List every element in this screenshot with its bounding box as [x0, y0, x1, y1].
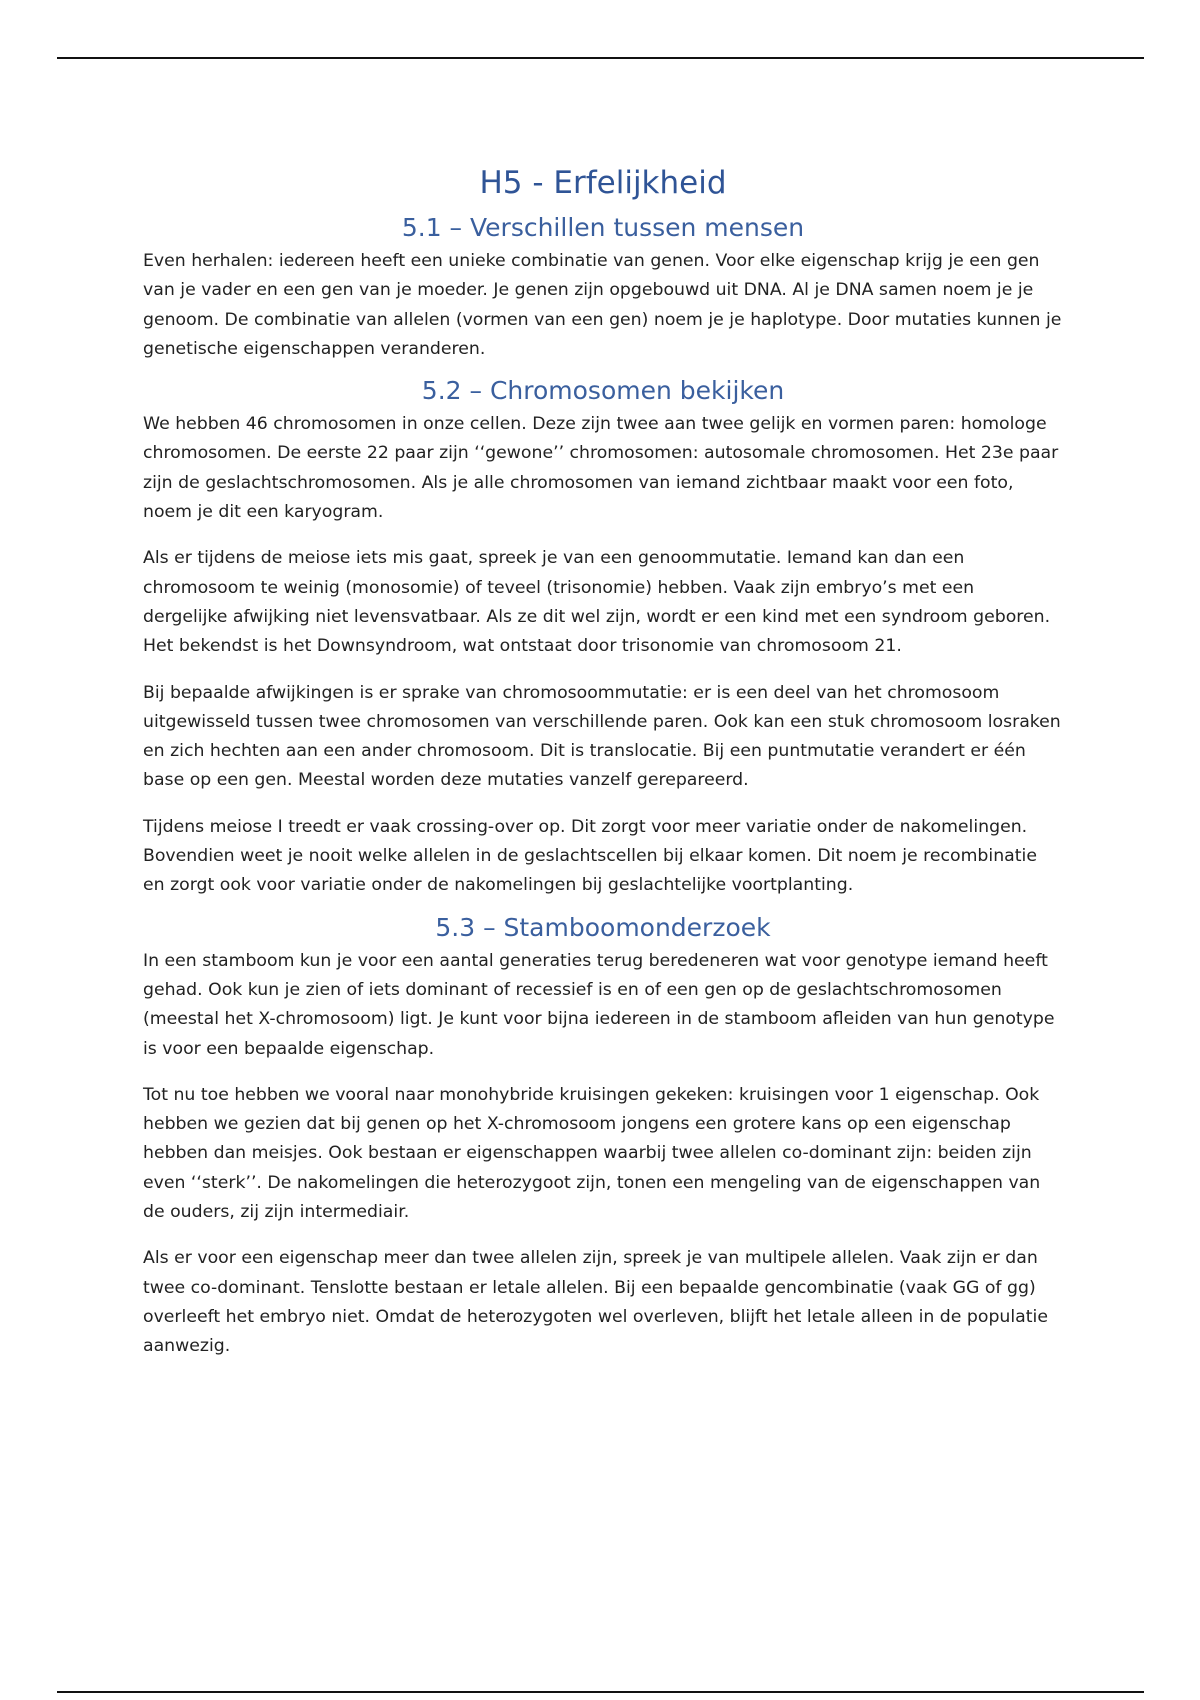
- section-5-1: [143, 211, 1063, 364]
- paragraph: Bij bepaalde afwijkingen is er sprake van chromosoommutatie: er is een deel van het chromosoom uitgewisseld tussen twee chromosomen van verschillende paren. Ook kan een stuk chromosoom losraken en zich hechten aan een ander chromosoom. Dit is translocatie. Bij een puntmutatie verandert er één base op een gen. Meestal worden deze mutaties vanzelf gerepareerd.: [143, 682, 1061, 791]
- document-title: H5 - Erfelijkheid: [479, 165, 727, 201]
- paragraph: Even herhalen: iedereen heeft een unieke combinatie van genen. Voor elke eigenschap krijg je een gen van je vader en een gen van je moeder. Je genen zijn opgebouwd uit DNA. Al je DNA samen noem je je genoom. De combinatie van allelen (vormen van een gen) noem je je haplotype. Door mutaties kunnen je genetische eigenschappen veranderen.: [143, 251, 1062, 359]
- page-top-rule: [57, 57, 1144, 59]
- section-5-2: [143, 374, 1063, 900]
- paragraph: Tijdens meiose I treedt er vaak crossing-over op. Dit zorgt voor meer variatie onder de nakomelingen. Bovendien weet je nooit welke allelen in de geslachtscellen bij elkaar komen. Dit noem je recombinatie en zorgt ook voor variatie onder de nakomelingen bij geslachtelijke voortplanting.: [143, 816, 1037, 896]
- paragraph: We hebben 46 chromosomen in onze cellen. Deze zijn twee aan twee gelijk en vormen paren: homologe chromosomen. De eerste 22 paar zijn ‘‘gewone’’ chromosomen: autosomale chromosomen. Het 23e paar zijn de geslachtschromosomen. Als je alle chromosomen van iemand zichtbaar maakt voor een foto, noem je dit een karyogram.: [143, 414, 1059, 523]
- section-heading: 5.2 – Chromosomen bekijken: [421, 376, 785, 406]
- paragraph: In een stamboom kun je voor een aantal generaties terug beredeneren wat voor genotype iemand heeft gehad. Ook kun je zien of iets dominant of recessief is en of een gen op de geslachtschromosomen (meestal het X-chromosoom) ligt. Je kunt voor bijna iedereen in de stamboom afleiden van hun genotype is voor een bepaalde eigenschap.: [143, 950, 1055, 1059]
- paragraph: Als er voor een eigenschap meer dan twee allelen zijn, spreek je van multipele allelen. Vaak zijn er dan twee co-dominant. Tenslotte bestaan er letale allelen. Bij een bepaalde gencombinatie (vaak GG of gg) overleeft het embryo niet. Omdat de heterozygoten wel overleven, blijft het letale alleen in de populatie aanwezig.: [143, 1248, 1048, 1357]
- section-5-3: [143, 911, 1063, 1362]
- paragraph: Tot nu toe hebben we vooral naar monohybride kruisingen gekeken: kruisingen voor 1 eigenschap. Ook hebben we gezien dat bij genen op het X-chromosoom jongens een grotere kans op een eigenschap hebben dan meisjes. Ook bestaan er eigenschappen waarbij twee allelen co-dominant zijn: beiden zijn even ‘‘sterk’’. De nakomelingen die heterozygoot zijn, tonen een mengeling van de eigenschappen van de ouders, zij zijn intermediair.: [143, 1084, 1041, 1223]
- document-body: [143, 163, 1063, 1379]
- page-bottom-rule: [57, 1691, 1144, 1693]
- paragraph: Als er tijdens de meiose iets mis gaat, spreek je van een genoommutatie. Iemand kan dan een chromosoom te weinig (monosomie) of teveel (trisonomie) hebben. Vaak zijn embryo’s met een dergelijke afwijking niet levensvatbaar. Als ze dit wel zijn, wordt er een kind met een syndroom geboren. Het bekendst is het Downsyndroom, wat ontstaat door trisonomie van chromosoom 21.: [143, 548, 1051, 657]
- section-heading: 5.3 – Stamboomonderzoek: [435, 912, 771, 942]
- section-heading: 5.1 – Verschillen tussen mensen: [401, 213, 805, 242]
